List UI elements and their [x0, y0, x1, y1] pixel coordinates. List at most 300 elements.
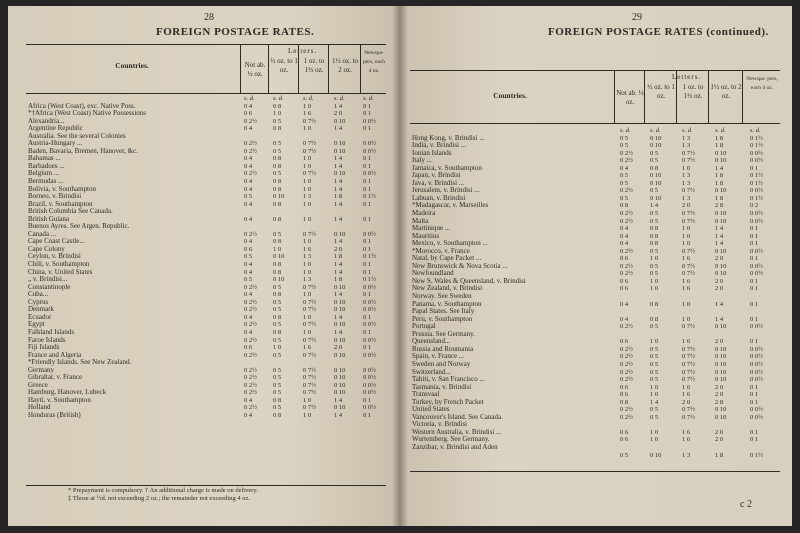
- rate-value: 1 0: [682, 240, 691, 248]
- rate-value: 1 4: [334, 238, 343, 246]
- table-row: [26, 223, 386, 231]
- rate-value: 0 7½: [303, 306, 316, 314]
- rate-value: 1 0: [303, 200, 312, 208]
- table-row: [410, 361, 780, 369]
- rate-value: 1 8: [715, 194, 724, 202]
- rate-value: 0 6: [620, 436, 629, 444]
- rate-value: 1 4: [334, 396, 343, 404]
- rate-value: 0 2½: [620, 157, 633, 165]
- countries-header: Countries.: [493, 91, 527, 100]
- col-one-half-to-two: 1½ oz. to 2 oz.: [328, 45, 361, 93]
- rate-value: 0 4: [620, 225, 629, 233]
- table-row: [26, 412, 386, 420]
- rate-value: 0 1: [363, 396, 372, 404]
- country-name: Denmark: [28, 305, 55, 314]
- rate-value: 2 0: [715, 383, 724, 391]
- rate-value: 1 0: [303, 291, 312, 299]
- rate-value: 1 8: [715, 451, 724, 459]
- rate-value: 1 0: [273, 110, 282, 118]
- rate-value: 0 5: [273, 351, 282, 359]
- col-one-to-one-half: 1 oz. to 1½ oz.: [298, 45, 329, 93]
- rate-value: 0 5: [650, 360, 659, 368]
- rate-value: 0 10: [715, 210, 727, 218]
- country-name: *Morocco, v. France: [412, 246, 470, 255]
- rate-value: 0 10: [334, 366, 346, 374]
- rate-value: 0 10: [715, 247, 727, 255]
- rate-value: 0 5: [620, 134, 629, 142]
- rate-value: 0 2½: [244, 230, 257, 238]
- rate-value: 0 8: [650, 300, 659, 308]
- country-name: Norway. See Sweden: [412, 292, 472, 301]
- rate-value: 1 3: [303, 276, 312, 284]
- country-name: Cuba...: [28, 290, 49, 299]
- country-name: Mexico, v. Southampton ...: [412, 239, 488, 248]
- country-name: Bahamas ...: [28, 154, 61, 163]
- rate-value: 1 4: [334, 178, 343, 186]
- rate-value: 0 1: [363, 313, 372, 321]
- rate-value: 0 1: [363, 238, 372, 246]
- country-name: Italy ...: [412, 156, 432, 165]
- rate-value: 0 10: [715, 217, 727, 225]
- rate-value: 1 0: [682, 164, 691, 172]
- rate-value: 2 8: [715, 398, 724, 406]
- rate-value: 0 1: [750, 225, 759, 233]
- country-name: Turkey, by French Packet: [412, 397, 484, 406]
- rate-value: 2 0: [682, 398, 691, 406]
- rate-value: 1 6: [682, 285, 691, 293]
- country-name: Cape Colony: [28, 244, 65, 253]
- rate-value: 0 10: [334, 170, 346, 178]
- rate-value: 0 2½: [244, 351, 257, 359]
- col-half-to-one: ½ oz. to 1 oz.: [268, 45, 299, 93]
- rate-value: 2 0: [715, 428, 724, 436]
- table-row: [410, 384, 780, 392]
- rate-value: 0 1: [750, 436, 759, 444]
- rate-value: 0 5: [273, 140, 282, 148]
- rate-value: 1 6: [682, 436, 691, 444]
- table-row: [410, 172, 780, 180]
- rate-value: 0 7½: [303, 336, 316, 344]
- rate-value: 0 10: [715, 406, 727, 414]
- rate-value: 0 0½: [363, 366, 376, 374]
- rate-value: 0 0½: [363, 140, 376, 148]
- country-name: Vancouver's Island. See Canada.: [412, 412, 503, 421]
- country-name: Australia. See the several Colonies: [28, 131, 126, 140]
- rate-value: 1 0: [650, 277, 659, 285]
- rate-value: 0 8: [650, 315, 659, 323]
- rate-value: 1 0: [303, 125, 312, 133]
- rate-value: 1 0: [650, 255, 659, 263]
- table-row: [26, 276, 386, 284]
- rate-value: 0 7½: [682, 210, 695, 218]
- rate-value: 0 0½: [750, 262, 763, 270]
- rate-value: 1 0: [650, 428, 659, 436]
- rate-value: 0 10: [715, 360, 727, 368]
- country-name: Hong Kong, v. Brindisi ...: [412, 133, 485, 142]
- table-row: [410, 452, 780, 460]
- rate-value: 0 2½: [620, 210, 633, 218]
- country-name: Sweden and Norway: [412, 359, 471, 368]
- country-name: Argentine Republic: [28, 124, 83, 133]
- rate-value: 0 5: [650, 247, 659, 255]
- country-name: Peru, v. Southampton: [412, 314, 473, 323]
- country-name: Borneo, v. Brindisi: [28, 192, 82, 201]
- rate-value: 0 1: [750, 338, 759, 346]
- rate-value: 0 7½: [303, 140, 316, 148]
- page-number: 29: [632, 12, 642, 23]
- rate-value: 0 10: [715, 187, 727, 195]
- table-row: [410, 399, 780, 407]
- rate-value: 0 5: [650, 376, 659, 384]
- rate-value: 0 2½: [244, 374, 257, 382]
- rate-value: 1 0: [303, 261, 312, 269]
- table-row: [26, 269, 386, 277]
- rate-value: 0 1: [363, 344, 372, 352]
- country-name: Newfoundland: [412, 269, 454, 278]
- rate-value: 1 4: [650, 202, 659, 210]
- rate-value: 2 0: [715, 285, 724, 293]
- rate-value: 0 4: [244, 313, 253, 321]
- country-name: Barbadoes ...: [28, 161, 65, 170]
- countries-header: Countries.: [115, 61, 149, 70]
- unit-label: s. d.: [273, 95, 284, 102]
- rate-value: 2 0: [334, 344, 343, 352]
- unit-label: s. d.: [650, 127, 661, 134]
- rate-value: 0 10: [334, 374, 346, 382]
- rate-value: 0 4: [620, 240, 629, 248]
- rate-value: 0 7½: [682, 157, 695, 165]
- rate-value: 1 4: [650, 398, 659, 406]
- rate-value: 0 1: [363, 245, 372, 253]
- rate-value: 0 10: [334, 117, 346, 125]
- rate-value: 0 5: [244, 276, 253, 284]
- rate-value: 0 10: [650, 451, 662, 459]
- country-name: *Madagascar, v. Marseilles: [412, 201, 489, 210]
- rate-value: 0 10: [334, 283, 346, 291]
- country-name: Germany: [28, 365, 55, 374]
- table-body: [26, 95, 386, 420]
- rates-table: [26, 44, 386, 486]
- table-row: [410, 165, 780, 173]
- rate-value: 0 1½: [750, 451, 763, 459]
- rate-value: 0 5: [273, 230, 282, 238]
- rate-value: 0 0½: [363, 306, 376, 314]
- rate-value: 1 4: [715, 315, 724, 323]
- country-name: Wurtemberg. See Germany.: [412, 435, 490, 444]
- rate-value: 1 0: [650, 338, 659, 346]
- unit-label: s. d.: [715, 127, 726, 134]
- rate-value: 0 0½: [750, 157, 763, 165]
- rate-value: 1 4: [715, 225, 724, 233]
- rate-value: 0 2½: [620, 406, 633, 414]
- country-name: Falkland Islands: [28, 327, 75, 336]
- country-name: Switzerland...: [412, 367, 451, 376]
- table-row: [26, 359, 386, 367]
- rate-value: 0 2½: [244, 117, 257, 125]
- country-name: British Columbia See Canada.: [28, 207, 113, 216]
- rate-value: 0 0½: [750, 368, 763, 376]
- rate-value: 0 2½: [620, 323, 633, 331]
- country-name: Western Australia, v. Brindisi ...: [412, 427, 502, 436]
- country-name: Holland: [28, 403, 51, 412]
- rate-value: 0 4: [244, 268, 253, 276]
- rate-value: 1 0: [273, 344, 282, 352]
- rate-value: 0 5: [620, 142, 629, 150]
- rate-value: 1 0: [303, 411, 312, 419]
- rate-value: 0 0½: [750, 360, 763, 368]
- col-one-half-to-two: 1½ oz. to 2 oz.: [708, 71, 743, 123]
- rate-value: 0 6: [244, 110, 253, 118]
- rate-value: 0 2½: [244, 140, 257, 148]
- rate-value: 0 1: [750, 255, 759, 263]
- country-name: New S. Wales & Queensland, v. Brindisi: [412, 276, 526, 285]
- rate-value: 0 5: [273, 404, 282, 412]
- rate-value: 0 4: [244, 200, 253, 208]
- letters-header: Letters.: [672, 73, 702, 81]
- table-row: [410, 202, 780, 210]
- rate-value: 0 1: [363, 125, 372, 133]
- rate-value: 0 5: [273, 147, 282, 155]
- table-row: [410, 210, 780, 218]
- rate-value: 1 0: [303, 162, 312, 170]
- rate-value: 0 2½: [244, 381, 257, 389]
- country-name: Alexandria...: [28, 116, 65, 125]
- rate-value: 0 0½: [363, 389, 376, 397]
- rate-value: 0 5: [620, 451, 629, 459]
- rate-value: 0 4: [620, 164, 629, 172]
- rate-value: 0 7½: [682, 247, 695, 255]
- unit-label: s. d.: [334, 95, 345, 102]
- rate-value: 0 7½: [303, 389, 316, 397]
- rate-value: 0 5: [650, 262, 659, 270]
- country-name: *†Africa (West Coast) Native Possessions: [28, 109, 147, 118]
- rate-value: 0 8: [273, 125, 282, 133]
- rate-value: 0 7½: [303, 351, 316, 359]
- rate-value: 0 8: [273, 313, 282, 321]
- rate-value: 2 0: [715, 391, 724, 399]
- rate-value: 0 0½: [750, 376, 763, 384]
- rate-value: 0 10: [715, 376, 727, 384]
- rate-value: 0 7½: [682, 149, 695, 157]
- country-name: Madeira: [412, 209, 436, 218]
- country-name: Cape Coast Castle...: [28, 237, 85, 246]
- country-name: Austria-Hungary ...: [28, 139, 83, 148]
- unit-label: s. d.: [750, 127, 761, 134]
- rate-value: 1 4: [715, 300, 724, 308]
- rate-value: 1 3: [682, 451, 691, 459]
- country-name: Belgium ...: [28, 169, 60, 178]
- rate-value: 1 4: [334, 215, 343, 223]
- rate-value: 0 1: [750, 240, 759, 248]
- rate-value: 0 6: [620, 383, 629, 391]
- rate-value: 1 6: [303, 344, 312, 352]
- country-name: Papal States. See Italy: [412, 307, 475, 316]
- rate-value: 0 0½: [363, 374, 376, 382]
- table-row: [26, 374, 386, 382]
- rate-value: 0 5: [650, 210, 659, 218]
- rate-value: 0 10: [650, 179, 662, 187]
- rate-value: 0 2½: [244, 147, 257, 155]
- rate-value: 0 7½: [682, 323, 695, 331]
- rate-value: 1 4: [715, 164, 724, 172]
- country-name: Ceylon, v. Brindisi: [28, 252, 81, 261]
- rate-value: 0 5: [244, 193, 253, 201]
- rate-value: 0 1: [363, 155, 372, 163]
- country-name: Panama, v. Southampton: [412, 299, 482, 308]
- rate-value: 0 1: [363, 102, 372, 110]
- rate-value: 1 0: [273, 245, 282, 253]
- rate-value: 0 5: [273, 283, 282, 291]
- rate-value: 0 10: [715, 157, 727, 165]
- rate-value: 0 10: [334, 306, 346, 314]
- rate-value: 1 4: [334, 200, 343, 208]
- rate-value: 0 4: [244, 396, 253, 404]
- rate-value: 0 1: [750, 428, 759, 436]
- rate-value: 0 5: [650, 368, 659, 376]
- rate-value: 0 2½: [620, 376, 633, 384]
- rate-value: 0 8: [620, 202, 629, 210]
- country-name: Greece: [28, 380, 48, 389]
- rate-value: 0 8: [273, 261, 282, 269]
- rate-value: 0 10: [715, 149, 727, 157]
- rate-value: 1 3: [682, 142, 691, 150]
- table-row: [410, 331, 780, 339]
- rate-value: 0 7½: [682, 345, 695, 353]
- rate-value: 0 10: [334, 404, 346, 412]
- table-row: [410, 263, 780, 271]
- rate-value: 0 8: [650, 164, 659, 172]
- rate-value: 0 7½: [682, 217, 695, 225]
- rate-value: 0 2½: [620, 368, 633, 376]
- col-not-above: Not ab. ½ oz.: [240, 45, 269, 93]
- rate-value: 0 10: [650, 172, 662, 180]
- rate-value: 0 0½: [363, 230, 376, 238]
- rate-value: 0 10: [334, 389, 346, 397]
- rate-value: 0 4: [244, 102, 253, 110]
- rate-value: 0 5: [650, 157, 659, 165]
- country-name: Faroe Islands: [28, 335, 66, 344]
- rate-value: 1 3: [303, 193, 312, 201]
- table-row: [26, 148, 386, 156]
- rate-value: 0 7½: [303, 147, 316, 155]
- rate-value: 1 3: [682, 172, 691, 180]
- country-name: China, v. United States: [28, 267, 93, 276]
- rate-value: 0 4: [244, 215, 253, 223]
- rate-value: 0 5: [273, 366, 282, 374]
- table-row: [26, 208, 386, 216]
- table-row: [26, 155, 386, 163]
- country-name: Ecuador: [28, 312, 52, 321]
- table-row: [26, 238, 386, 246]
- rate-value: 0 2½: [620, 149, 633, 157]
- rate-value: 0 8: [273, 155, 282, 163]
- country-name: *Friendly Islands. See New Zealand.: [28, 358, 132, 367]
- book-gutter: [392, 6, 408, 526]
- rate-value: 0 0½: [750, 406, 763, 414]
- country-name: Hayti, v. Southampton: [28, 395, 91, 404]
- rate-value: 0 8: [273, 200, 282, 208]
- table-row: [26, 321, 386, 329]
- rate-value: 0 7½: [303, 381, 316, 389]
- rate-value: 0 1: [750, 315, 759, 323]
- rate-value: 0 0½: [750, 353, 763, 361]
- rate-value: 0 8: [273, 185, 282, 193]
- rate-value: 0 10: [715, 413, 727, 421]
- rate-value: 1 0: [650, 436, 659, 444]
- rate-value: 1 3: [682, 194, 691, 202]
- rate-value: 0 2½: [244, 298, 257, 306]
- rate-value: 2 0: [682, 202, 691, 210]
- rate-value: 0 0½: [363, 336, 376, 344]
- country-name: Egypt: [28, 320, 45, 329]
- rate-value: 0 5: [273, 170, 282, 178]
- rate-value: 0 7½: [303, 298, 316, 306]
- rate-value: 1 3: [682, 179, 691, 187]
- col-newspapers: Newspa- pers, each 4 oz.: [360, 45, 387, 93]
- rate-value: 0 2½: [620, 360, 633, 368]
- rate-value: 0 6: [620, 277, 629, 285]
- signature-mark: c 2: [740, 499, 752, 510]
- rate-value: 0 1½: [750, 134, 763, 142]
- rate-value: 0 5: [273, 117, 282, 125]
- rate-value: 1 4: [334, 268, 343, 276]
- rate-value: 1 0: [303, 155, 312, 163]
- rate-value: 0 1: [363, 200, 372, 208]
- col-newspapers: Newspa- pers, each 4 oz.: [742, 71, 781, 123]
- page-title: FOREIGN POSTAGE RATES (continued).: [548, 26, 769, 38]
- rate-value: 0 1: [750, 164, 759, 172]
- rate-value: 0 10: [273, 276, 285, 284]
- rate-value: 0 0½: [750, 149, 763, 157]
- rate-value: 0 1: [363, 110, 372, 118]
- table-row: [410, 142, 780, 150]
- rate-value: 0 0½: [363, 321, 376, 329]
- country-name: Queensland...: [412, 337, 451, 346]
- rate-value: 0 5: [620, 172, 629, 180]
- rate-value: 1 4: [334, 291, 343, 299]
- col-half-to-one: ½ oz. to 1 oz.: [644, 71, 677, 123]
- rate-value: 1 4: [334, 155, 343, 163]
- rate-value: 1 8: [715, 172, 724, 180]
- rate-value: 2 0: [715, 277, 724, 285]
- rate-value: 0 7½: [303, 170, 316, 178]
- rate-value: 0 10: [334, 381, 346, 389]
- country-name: Constantinople: [28, 282, 71, 291]
- rate-value: 0 10: [715, 262, 727, 270]
- rate-value: 0 10: [334, 336, 346, 344]
- rate-value: 1 4: [715, 232, 724, 240]
- left-page: [8, 6, 400, 526]
- page-number: 28: [204, 12, 214, 23]
- rate-value: 0 4: [244, 238, 253, 246]
- rate-value: 0 7½: [682, 368, 695, 376]
- table-body: [410, 127, 780, 459]
- rate-value: 1 6: [303, 110, 312, 118]
- rate-value: 0 10: [334, 298, 346, 306]
- rate-value: 0 8: [273, 178, 282, 186]
- rate-value: 0 8: [650, 232, 659, 240]
- country-name: Prussia. See Germany.: [412, 329, 475, 338]
- rate-value: 0 0½: [363, 147, 376, 155]
- rate-value: 0 10: [273, 193, 285, 201]
- rate-value: 0 2½: [620, 262, 633, 270]
- rate-value: 2 8: [715, 202, 724, 210]
- rate-value: 0 10: [334, 351, 346, 359]
- country-name: Buenos Ayres. See Argen. Republic.: [28, 222, 130, 231]
- table-row: [410, 346, 780, 354]
- country-name: France and Algeria: [28, 350, 82, 359]
- rate-value: 0 5: [650, 406, 659, 414]
